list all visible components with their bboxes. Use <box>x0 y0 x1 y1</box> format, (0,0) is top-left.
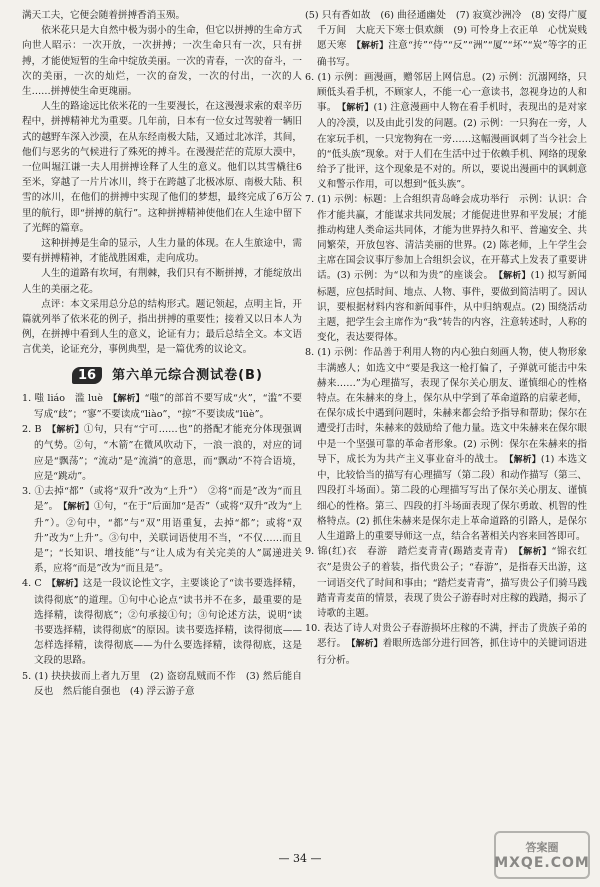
essay-paragraph: 这种拼搏是生命的显示，人生力量的体现。在人生旅途中，需要有拼搏精神，才能战胜困难，走向成功。 <box>22 238 302 265</box>
answer-item: 2. B 【解析】①句，只有“宁可……也”的搭配才能充分体现强调的气势。②句，“木箭”在微风吹动下，一浪一浪的，对应的词应是“飘荡”；“流动”是“流淌”的意思，而“飘动”不符合语境，应是“跳动”。 <box>22 424 302 482</box>
analysis-tag: 【解析】 <box>351 639 383 650</box>
watermark-brand-text: MXQE.COM <box>494 855 590 871</box>
section-heading <box>72 367 302 384</box>
analysis-tag: 【解析】 <box>51 425 84 436</box>
answer-item: 10. 表达了诗人对贵公子春游损坏庄稼的不满，抨击了贵族子弟的恶行。 【解析】着眼所选部分进行回答，抓住诗中的关键词语进行分析。 <box>305 623 587 666</box>
essay-paragraph: 人生的路途远比依米花的一生要漫长，在这漫漫求索的艰辛历程中，拼搏精神尤为重要。几年前，日本有一位女过驾驶着一辆旧式的越野车深入沙漠，在从东经南极大陆，又通过北冰洋，其间，他们与恶劣的气候进行了殊死的搏斗。在漫漫茫茫的荒原大漠中，一位叫堀江谦一夫人用拼搏诠释了人生的意义。他们以其雪橇往6至米，穿越了一片片冰川，终于在跨越了北极冰原、南极大陆、积雪的冰川，在他们的拼搏中实现了他们的梦想，最终完成了6万公里的航行，即“拼搏的航行”。这种拼搏精神使他们在人生途中留下了光辉的篇章。 <box>22 101 302 234</box>
section-number-badge: 16 <box>72 367 102 384</box>
answer-item: 4. C 【解析】这是一段议论性文字，主要谈论了“读书要选择精，读得彻底”的道理。①句中心论点“读书并不在多，最重要的是选择精，读得彻底”；②句承接①句；③句论述方法，说明“读书要选择精，读得彻底”的原因。读书要选择精，读得彻底——怎样选择精，读得彻底——为什么要选择精，读得彻底，这是文段的思路。 <box>22 578 302 667</box>
analysis-tag: 【解析】 <box>51 579 83 590</box>
answer-item: (5) 只有香如故 (6) 曲径通幽处 (7) 寂寞沙洲冷 (8) 安得广厦千万间 大庇天下寒士俱欢颜 (9) 可怜身上衣正单 心忧炭贱愿天寒 【解析】注意“抟”“侍”“反”“洲”“厦”“坏”“炭”等字的正确书写。 <box>305 10 587 68</box>
answer-item: 3. ①去掉“都”（或将“双升”改为“上升”） ②将“而是”改为“而且是”。 【解析】①句，“在于”后面加“是否”（或将“双升”改为“上升”）。②句中，“都”与“双”用语重复，去掉“都”；或将“双升”改为“上升”。③句中，关联词语使用不当，“不仅……而且是”；“长知识、增技能”与“让人成为有关完美的人”属递进关系，应将“而是”改为“而且是”。 <box>22 486 302 575</box>
answer-item: 9. 锦(红)衣 春游 踏烂麦青青(踢踏麦青青) 【解析】“锦衣红衣”是贵公子的着装，指代贵公子；“春游”，是指春天出游，这一词语交代了时间和事由；“踏烂麦青青”，描写贵公子们骑马践踏青青麦苗的情景，表现了贵公子游春时对庄稼的践踏，揭示了诗歌的主题。 <box>305 546 587 619</box>
essay-paragraph: 满天工夫，它便会随着拼搏香消玉殒。 <box>22 10 186 21</box>
answer-item: 7. (1) 示例：标题：上合组织青岛峰会成功举行 示例：认识：合作才能共赢，才能谋求共同发展；才能促进世界和平发展；才能推动构建人类命运共同体，才能为世界持久和平、普遍安全、共同繁荣，开放包容、清洁美丽的世界。(2) 陈老师，上午学生会主席在国会议事厅参加上合组织会议，在开幕式上发表了重要讲话。(3) 示例：为“以和为贵”的座谈会。 【解析】(1) 拟写新闻标题，应包括时间、地点、人物、事件，要做到简洁明了。因认识，要根据材料内容和新闻事件，从中归纳观点。(2) 围绕活动主题，把学生会主席作为“我”转告的内容，注意转述时，人称的变化，表达要得体。 <box>305 194 587 344</box>
essay-paragraph: 依米花只是大自然中极为弱小的生命，但它以拼搏的生命方式向世人昭示：一次开放，一次拼搏；一次生命只有一次，只有拼搏，才能使短暂的生命中绽放美丽。一次的青春，一次的奋斗，一次的美丽，一次的灿烂，一次的奋发，一次的付出，一次的人生……拼搏使生命更瑰丽。 <box>22 25 302 98</box>
analysis-tag: 【解析】 <box>112 393 145 404</box>
page-number: — 34 — <box>278 852 322 865</box>
essay-paragraph: 人生的道路有坎坷，有荆棘，我们只有不断拼搏，才能绽放出人生的美丽之花。 <box>22 268 302 295</box>
analysis-tag: 【解析】 <box>63 502 94 513</box>
section-title: 第六单元综合测试卷(B) <box>112 367 263 383</box>
answer-item: 8. (1) 示例：作品善于利用人物的内心独白刻画人物，使人物形象丰满感人；如选文中“要是我这一枪打偏了，子弹就可能击中朱赫来……”为心理描写，表现了保尔关心朋友、谨慎细心的性格特点。在朱赫来的身上，保尔从中学到了革命道路的启蒙老师，在保尔成长中遇到问题时，朱赫来都会给予指导和帮助；保尔在遭受打击时，朱赫来的鼓励给了他力量。选文中朱赫来在保尔眼中是一个坚强可靠的革命者形象。(2) 示例：保尔在朱赫来的指导下，成长为为共产主义事业奋斗的战士。 【解析】(1) 本选文中，比较恰当的描写有心理描写（第二段）和动作描写（第三、四段打斗场面）。第二段的心理描写写出了保尔关心朋友、谨慎细心的性格。第三、四段的打斗场面表现了保尔勇敢、机智的性格特点。(2) 抓住朱赫来是保尔走上革命道路的引路人，是保尔人生道路上的重要导师这一点，结合名著相关内容来回答即可。 <box>305 347 587 542</box>
answer-item: 5. (1) 抉抉拔而上者九万里 (2) 盗窃乱贼而不作 (3) 然后能自反也 然后能自强也 (4) 浮云游子意 <box>22 670 302 697</box>
watermark-logo <box>494 831 590 879</box>
right-column <box>305 8 587 843</box>
analysis-tag: 【解析】 <box>498 271 531 282</box>
answer-item: 1. 嗤 liáo 滥 luè 【解析】“嗤”的部首不要写成“火”，“滥”不要写成“歧”；“寥”不要读成“liào”，“掠”不要读成“lüè”。 <box>22 392 302 421</box>
essay-comment: 点评：本文采用总分总的结构形式。题记领起，点明主旨，开篇就列举了依米花的例子，指出拼搏的重要性；接着又以日本人为例，在拼搏中看到人生的意义，论证有力；最后总结全文。本文语言优美，论证充分，事例典型，是一篇优秀的议论文。 <box>22 298 302 356</box>
watermark-top-text: 答案圈 <box>525 841 559 854</box>
analysis-tag: 【解析】 <box>341 103 374 114</box>
analysis-tag: 【解析】 <box>518 547 552 558</box>
left-column <box>22 8 302 843</box>
analysis-tag: 【解析】 <box>509 454 541 465</box>
answer-item: 6. (1) 示例：画漫画，赠邻居上网信息。(2) 示例：沉溺网络，只顾低头看手机，不顾家人，不能一心一意读书，忽视身边的人和事。 【解析】(1) 注意漫画中人物在看手机时，表现出的是对家人的冷漠，以及由此引发的问题。(2) 示例：一只狗在一旁，人在家玩手机，一只宠物狗在一旁……这幅漫画讽刺了当今社会上的“低头族”现象。对于人们在生活中过于依赖手机、网络的现象给予了批评，这个现象是不对的。所以，要说出漫画中的讽刺意义和警示作用，可以想到“低头族”。 <box>305 71 587 191</box>
analysis-tag: 【解析】 <box>356 41 389 52</box>
